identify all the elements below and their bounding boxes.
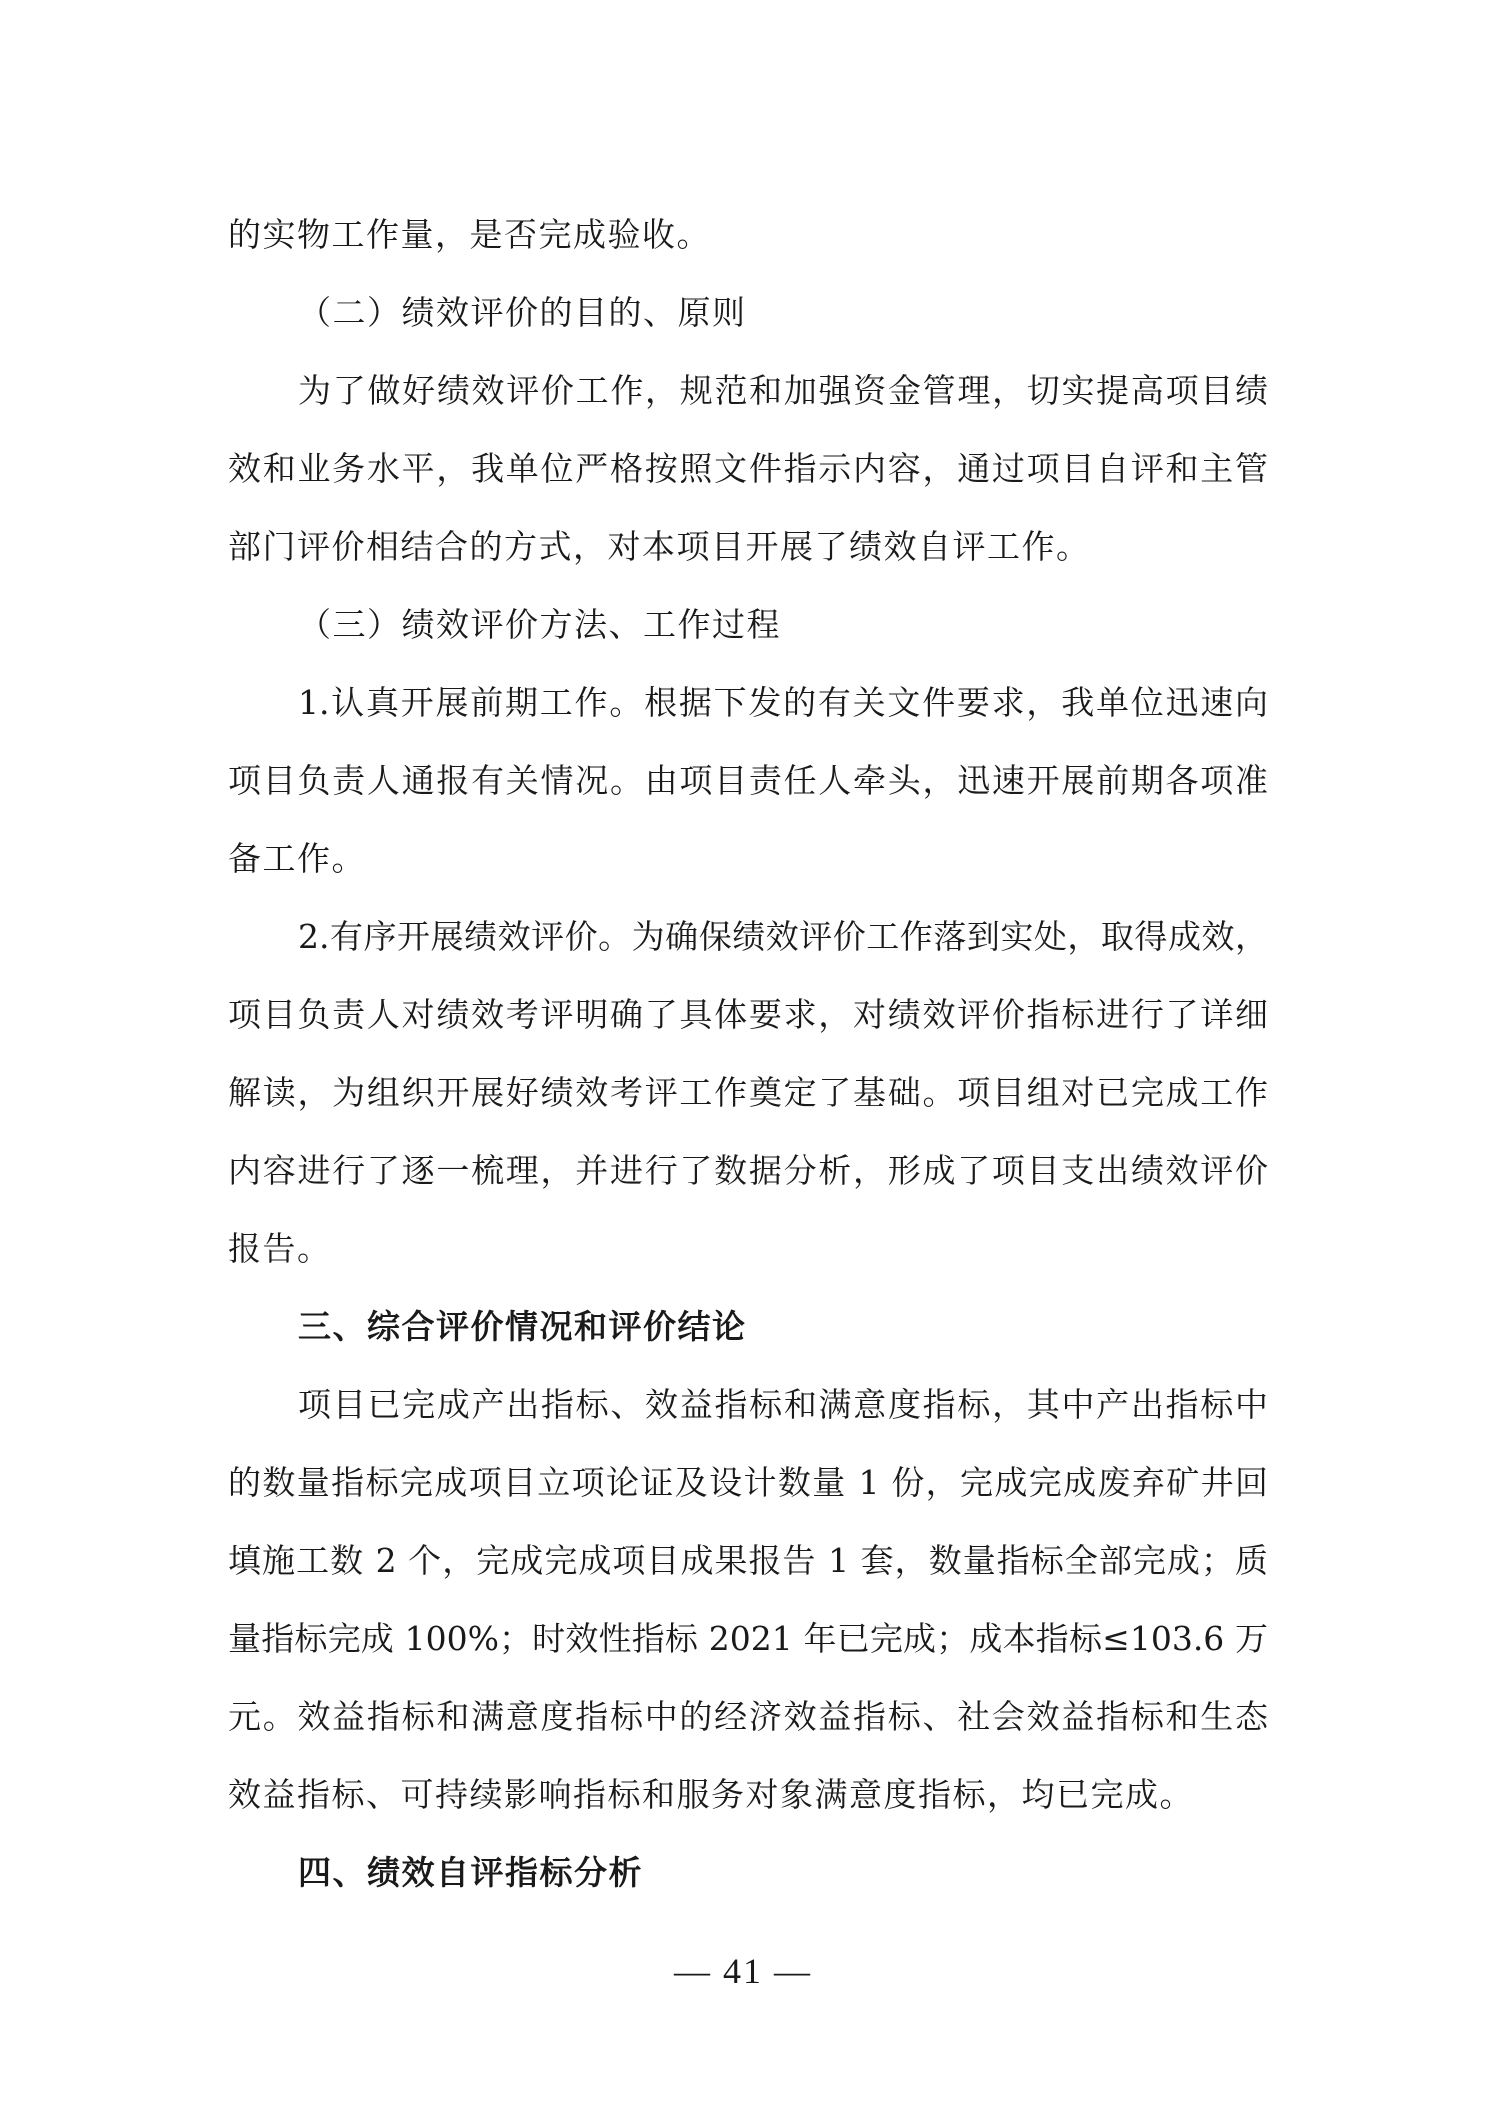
text-line: 的数量指标完成项目立项论证及设计数量 1 份，完成完成废弃矿井回: [228, 1463, 1268, 1502]
text-line: 量指标完成 100%；时效性指标 2021 年已完成；成本指标≤103.6 万: [228, 1619, 1268, 1658]
body-text: [228, 196, 1268, 1912]
text-line: 项目已完成产出指标、效益指标和满意度指标，其中产出指标中: [298, 1385, 1268, 1424]
text-line: 1.认真开展前期工作。根据下发的有关文件要求，我单位迅速向: [298, 683, 1268, 722]
text-line: 备工作。: [228, 839, 366, 878]
text-line: 解读，为组织开展好绩效考评工作奠定了基础。项目组对已完成工作: [228, 1073, 1268, 1112]
text-line: 的实物工作量，是否完成验收。: [228, 215, 711, 254]
text-line: 效益指标、可持续影响指标和服务对象满意度指标，均已完成。: [228, 1775, 1194, 1814]
text-line: 内容进行了逐一梳理，并进行了数据分析，形成了项目支出绩效评价: [228, 1151, 1268, 1190]
text-line: 项目负责人对绩效考评明确了具体要求，对绩效评价指标进行了详细: [228, 995, 1268, 1034]
text-line: 为了做好绩效评价工作，规范和加强资金管理，切实提高项目绩: [298, 371, 1268, 410]
text-line: 效和业务水平，我单位严格按照文件指示内容，通过项目自评和主管: [228, 449, 1268, 488]
text-line: 元。效益指标和满意度指标中的经济效益指标、社会效益指标和生态: [228, 1697, 1268, 1736]
text-line: 报告。: [228, 1229, 332, 1268]
page-number: — 41 —: [674, 1951, 812, 1991]
text-line: 填施工数 2 个，完成完成项目成果报告 1 套，数量指标全部完成；质: [228, 1541, 1268, 1580]
text-line: 部门评价相结合的方式，对本项目开展了绩效自评工作。: [228, 527, 1091, 566]
text-line: 2.有序开展绩效评价。为确保绩效评价工作落到实处，取得成效，: [298, 917, 1268, 956]
section-heading: 四、绩效自评指标分析: [298, 1853, 643, 1892]
text-line: 项目负责人通报有关情况。由项目责任人牵头，迅速开展前期各项准: [228, 761, 1268, 800]
section-heading: 三、综合评价情况和评价结论: [298, 1307, 747, 1346]
text-line: （三）绩效评价方法、工作过程: [298, 605, 781, 644]
text-line: （二）绩效评价的目的、原则: [298, 293, 747, 332]
